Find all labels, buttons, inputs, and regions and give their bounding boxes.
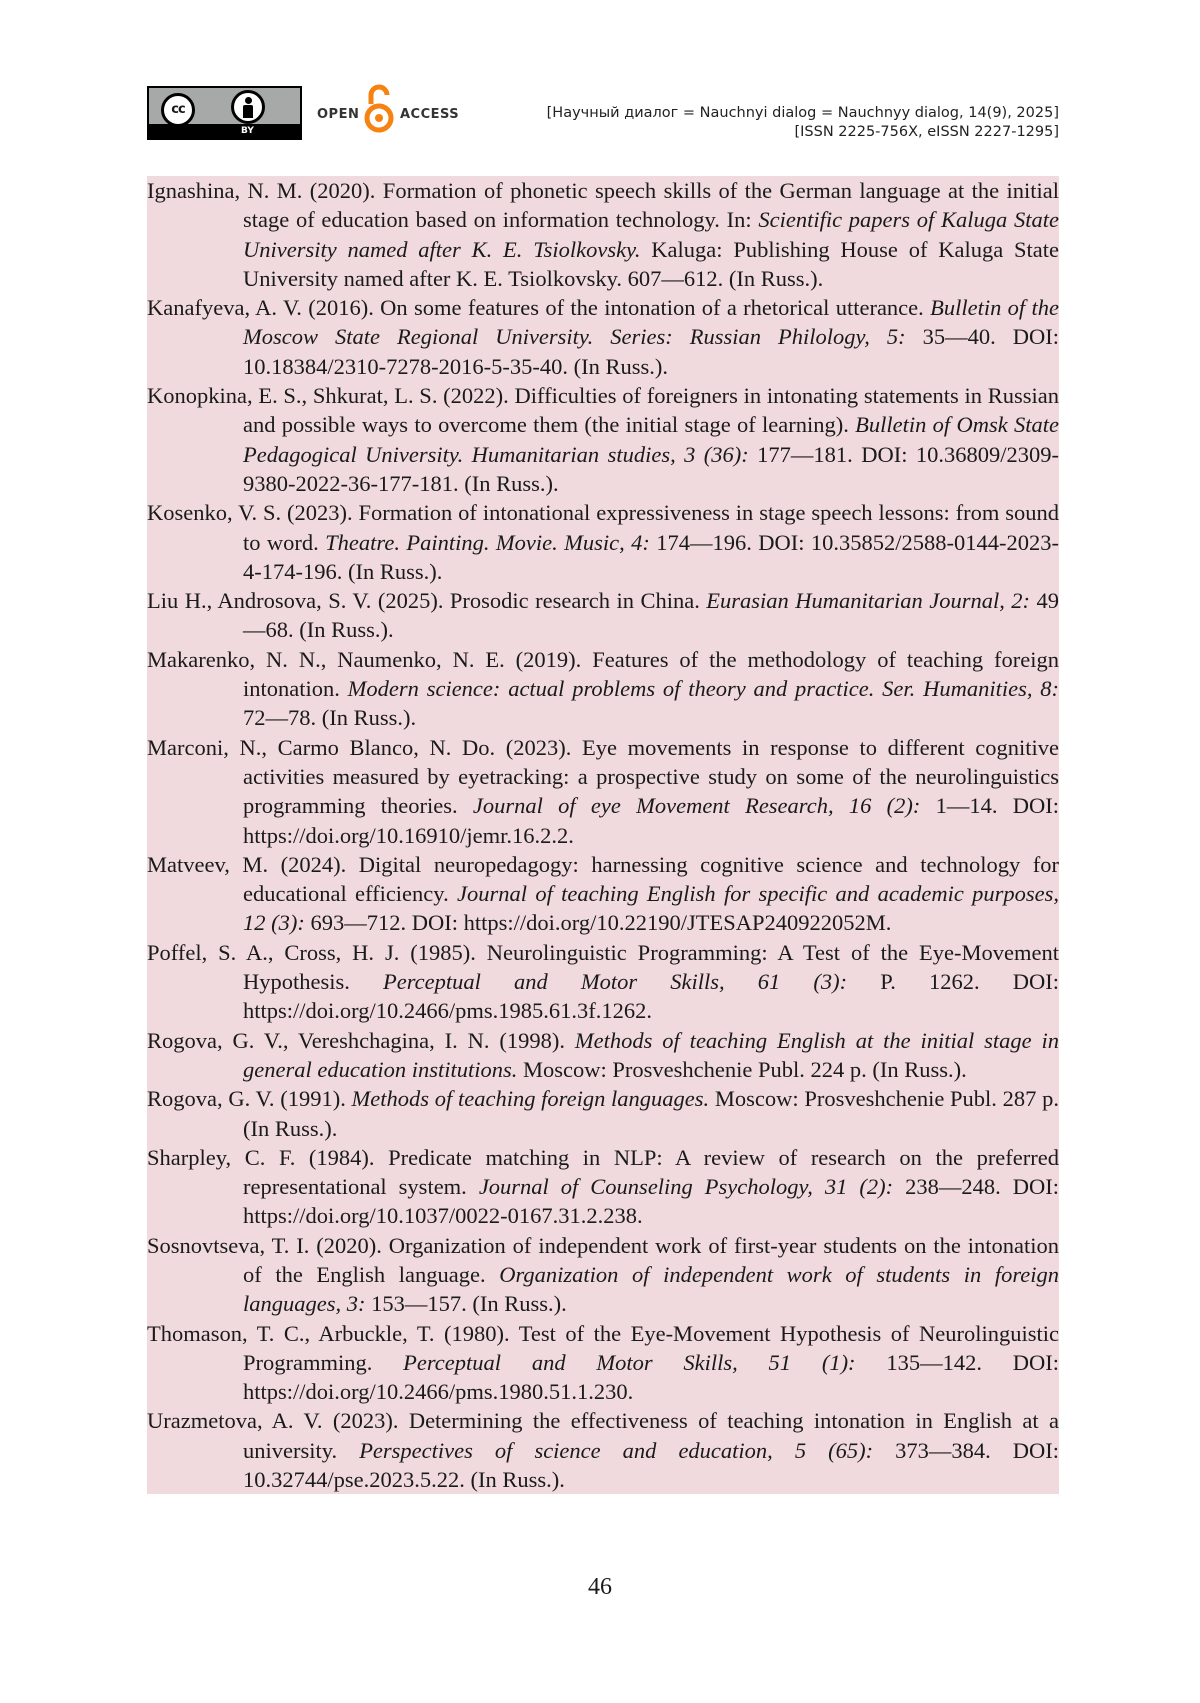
open-access-open-word: OPEN: [317, 107, 360, 122]
reference-entry: Poffel, S. A., Cross, H. J. (1985). Neurolinguistic Programming: A Test of the Eye-Movement Hypothesis. Perceptual and Motor Skills, 61 (3): P. 1262. DOI: https://doi.org/10.2466/pms.1985.61.3f.1262.: [147, 939, 1059, 1024]
reference-entry: Sharpley, C. F. (1984). Predicate matching in NLP: A review of research on the preferred representational system. Journal of Counseling Psychology, 31 (2): 238—248. DOI: https://doi.org/10.1037/0022-0167.31.2.238.: [147, 1144, 1059, 1229]
reference-entry: Rogova, G. V., Vereshchagina, I. N. (1998). Methods of teaching English at the initial stage in general education institutions. Moscow: Prosveshchenie Publ. 224 p. (In Russ.).: [147, 1027, 1059, 1082]
reference-list: [147, 176, 1059, 1494]
reference-entry: Kosenko, V. S. (2023). Formation of intonational expressiveness in stage speech lessons: from sound to word. Theatre. Painting. Movie. Music, 4: 174—196. DOI: 10.35852/2588-0144-2023-4-174-196. (In Russ.).: [147, 500, 1059, 584]
open-access-lock-icon: [362, 82, 396, 136]
reference-entry: Sosnovtseva, T. I. (2020). Organization of independent work of first-year students on the intonation of the English language. Organization of independent work of students in foreign languages, 3: 153—157. (In Russ.).: [147, 1232, 1059, 1317]
reference-entry: Makarenko, N. N., Naumenko, N. E. (2019). Features of the methodology of teaching foreign intonation. Modern science: actual problems of theory and practice. Ser. Humanities, 8: 72—78. (In Russ.).: [147, 646, 1059, 731]
page-header: [147, 86, 1059, 146]
journal-citation: [547, 104, 1059, 142]
journal-issn-line: [ISSN 2225-756X, eISSN 2227-1295]: [794, 124, 1059, 140]
cc-icon: cc: [161, 93, 195, 127]
cc-by-license-badge[interactable]: [147, 86, 302, 140]
reference-entry: Rogova, G. V. (1991). Methods of teaching foreign languages. Moscow: Prosveshchenie Publ. 287 p. (In Russ.).: [147, 1086, 1059, 1141]
reference-entry: Urazmetova, A. V. (2023). Determining the effectiveness of teaching intonation in English at a university. Perspectives of science and education, 5 (65): 373—384. DOI: 10.32744/pse.2023.5.22. (In Russ.).: [147, 1408, 1059, 1493]
attribution-icon: [231, 90, 265, 124]
journal-citation-line: [Научный диалог = Nauchnyi dialog = Nauchnyy dialog, 14(9), 2025]: [546, 105, 1059, 121]
reference-entry: Konopkina, E. S., Shkurat, L. S. (2022). Difficulties of foreigners in intonating statements in Russian and possible ways to overcome them (the initial stage of learning). Bulletin of Omsk State Pedagogical University. Humanitarian studies, 3 (36): 177—181. DOI: 10.36809/2309-9380-2022-36-177-181. (In Russ.).: [147, 383, 1059, 496]
reference-entry: Kanafyeva, A. V. (2016). On some features of the intonation of a rhetorical utterance. Bulletin of the Moscow State Regional University. Series: Russian Philology, 5: 35—40. DOI: 10.18384/2310-7278-2016-5-35-40. (In Russ.).: [147, 295, 1059, 379]
reference-entry: Ignashina, N. M. (2020). Formation of phonetic speech skills of the German language at the initial stage of education based on information technology. In: Scientific papers of Kaluga State University named after K. E. Tsiolkovsky. Kaluga: Publishing House of Kaluga State University named after K. E. Tsiolkovsky. 607—612. (In Russ.).: [147, 178, 1059, 291]
reference-entry: Marconi, N., Carmo Blanco, N. Do. (2023). Eye movements in response to different cognitive activities measured by eyetracking: a prospective study on some of the neurolinguistics programming theories. Journal of eye Movement Research, 16 (2): 1—14. DOI: https://doi.org/10.16910/jemr.16.2.2.: [147, 734, 1059, 848]
open-access-access-word: ACCESS: [400, 107, 460, 122]
reference-entry: Liu H., Androsova, S. V. (2025). Prosodic research in China. Eurasian Humanitarian Journal, 2: 49—68. (In Russ.).: [147, 588, 1059, 643]
page-number: 46: [588, 1574, 612, 1600]
reference-entry: Matveev, M. (2024). Digital neuropedagogy: harnessing cognitive science and technology for educational efficiency. Journal of teaching English for specific and academic purposes, 12 (3): 693—712. DOI: https://doi.org/10.22190/JTESAP240922052M.: [147, 851, 1059, 936]
reference-entry: Thomason, T. C., Arbuckle, T. (1980). Test of the Eye-Movement Hypothesis of Neurolinguistic Programming. Perceptual and Motor Skills, 51 (1): 135—142. DOI: https://doi.org/10.2466/pms.1980.51.1.230.: [147, 1320, 1059, 1405]
license-by-label: BY: [241, 126, 254, 136]
